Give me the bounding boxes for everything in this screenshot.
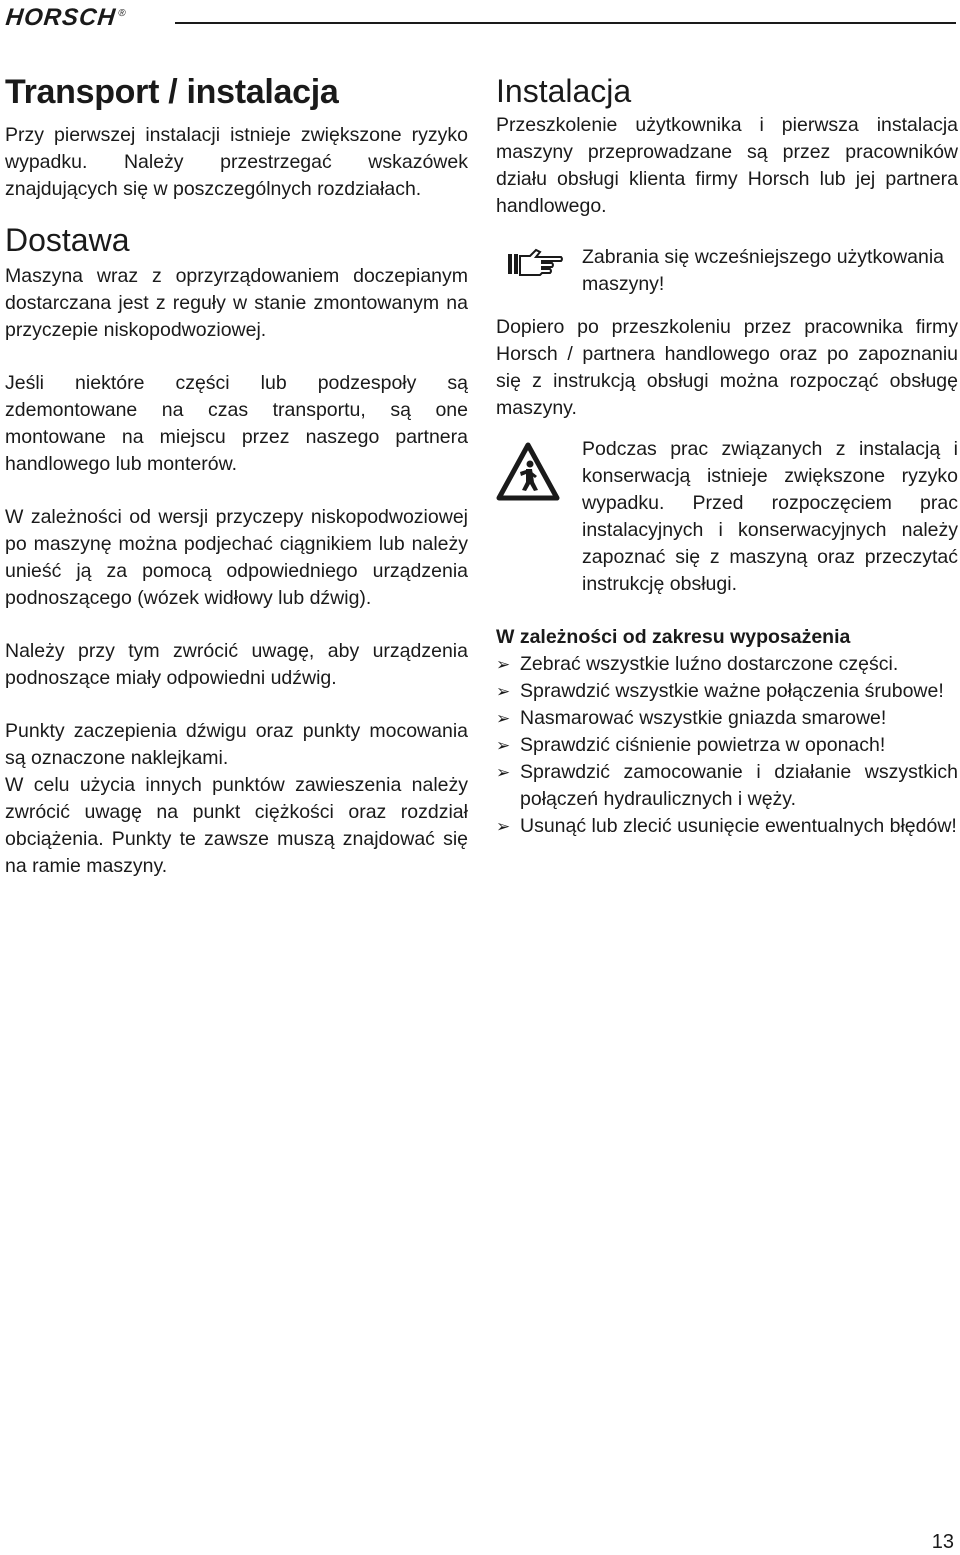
header-rule <box>175 22 956 24</box>
warning-text: Podczas prac związanych z instalacją i konserwacją istnieje zwiększone ryzyko wypadku. Przed rozpoczęciem prac instalacyjnych i konserwacyjnych należy zapoznać się z maszyną oraz przeczytać instrukcję obsługi. <box>582 438 958 595</box>
arrow-bullet-icon: ➢ <box>496 736 511 755</box>
delivery-paragraph-2: Jeśli niektóre części lub podzespoły są zdemontowane na czas transportu, są one montowane na miejscu przez naszego partnera handlowego lub monterów. <box>5 372 468 475</box>
equipment-checklist <box>496 651 958 840</box>
left-column <box>5 72 468 880</box>
list-item: ➢ Zebrać wszystkie luźno dostarczone części. <box>496 651 958 678</box>
installation-heading: Instalacja <box>496 73 632 109</box>
delivery-paragraph-1: Maszyna wraz z oprzyrządowaniem doczepianym dostarczana jest z reguły w stanie zmontowanym na przyczepie niskopodwoziowej. <box>5 265 468 341</box>
delivery-paragraph-5: Punkty zaczepienia dźwigu oraz punkty mocowania są oznaczone naklejkami. <box>5 720 468 769</box>
page-title: Transport / instalacja <box>5 73 339 111</box>
delivery-paragraph-3: W zależności od wersji przyczepy niskopodwoziowej po maszynę można podjechać ciągnikiem lub należy unieść ją za pomocą odpowiedniego urządzenia podnoszącego (wózek widłowy lub dźwig). <box>5 506 468 609</box>
horsch-logo: HORSCH® <box>4 4 128 31</box>
list-item: ➢ Sprawdzić ciśnienie powietrza w oponach! <box>496 732 958 759</box>
note-block <box>496 244 958 298</box>
warning-block <box>496 436 958 598</box>
list-item: ➢ Sprawdzić wszystkie ważne połączenia śrubowe! <box>496 678 958 705</box>
arrow-bullet-icon: ➢ <box>496 817 511 836</box>
delivery-paragraph-6: W celu użycia innych punktów zawieszenia należy zwrócić uwagę na punkt ciężkości oraz rozdział obciążenia. Punkty te zawsze muszą znajdować się na ramie maszyny. <box>5 774 468 877</box>
installation-paragraph-2: Dopiero po przeszkoleniu przez pracownika firmy Horsch / partnera handlowego oraz po zapoznaniu się z instrukcją obsługi można rozpocząć obsługę maszyny. <box>496 316 958 419</box>
arrow-bullet-icon: ➢ <box>496 763 511 782</box>
page-number: 13 <box>931 1531 954 1553</box>
right-column <box>496 72 958 840</box>
page-header <box>0 0 960 30</box>
intro-paragraph: Przy pierwszej instalacji istnieje zwiększone ryzyko wypadku. Należy przestrzegać wskazówek znajdujących się w poszczególnych rozdziałach. <box>5 124 468 200</box>
list-item: ➢ Usunąć lub zlecić usunięcie ewentualnych błędów! <box>496 813 958 840</box>
pointing-hand-icon <box>506 248 564 283</box>
list-item: ➢ Sprawdzić zamocowanie i działanie wszystkich połączeń hydraulicznych i węży. <box>496 761 958 810</box>
note-text: Zabrania się wcześniejszego użytkowania maszyny! <box>582 246 945 295</box>
arrow-bullet-icon: ➢ <box>496 682 511 701</box>
equipment-heading: W zależności od zakresu wyposażenia <box>496 626 851 648</box>
delivery-paragraph-4: Należy przy tym zwrócić uwagę, aby urządzenia podnoszące miały odpowiedni udźwig. <box>5 640 468 689</box>
installation-paragraph-1: Przeszkolenie użytkownika i pierwsza instalacja maszyny przeprowadzane są przez pracowników działu obsługi klienta firmy Horsch lub jej partnera handlowego. <box>496 114 958 217</box>
arrow-bullet-icon: ➢ <box>496 709 511 728</box>
list-item: ➢ Nasmarować wszystkie gniazda smarowe! <box>496 705 958 732</box>
arrow-bullet-icon: ➢ <box>496 655 511 674</box>
delivery-heading: Dostawa <box>5 222 130 258</box>
warning-triangle-icon <box>496 442 560 507</box>
